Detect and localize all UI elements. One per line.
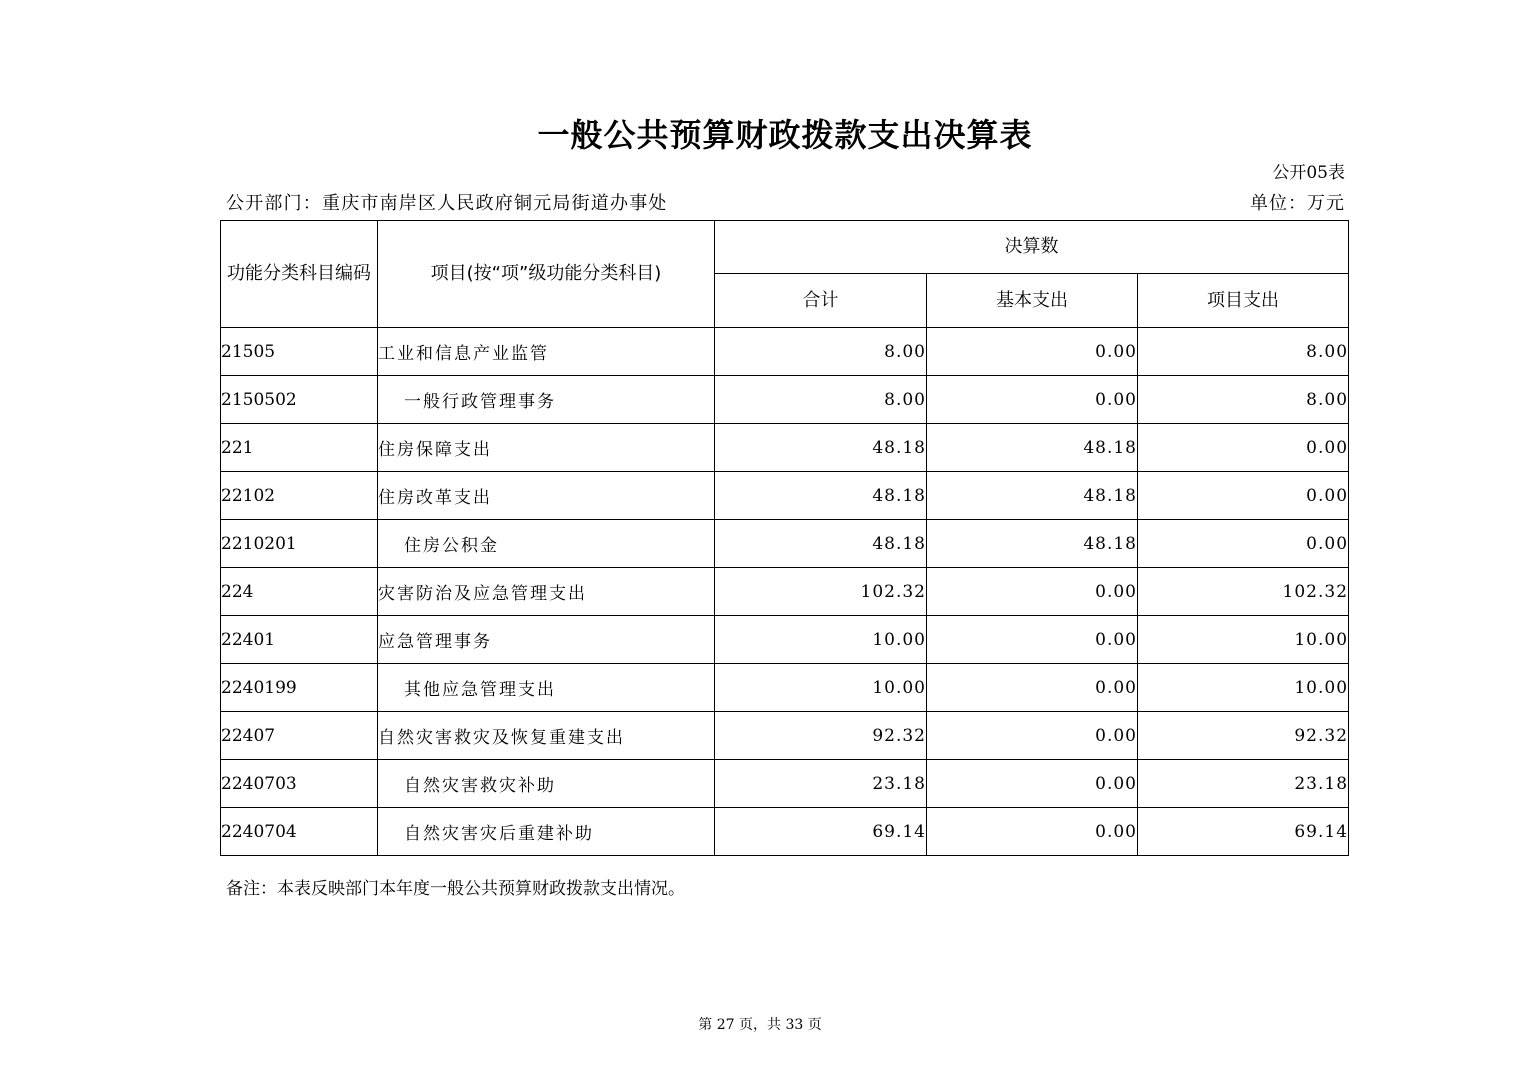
header-project: 项目支出: [1138, 274, 1349, 328]
row-item-name: 住房改革支出: [378, 472, 715, 520]
row-project: 0.00: [1138, 520, 1349, 568]
row-project: 0.00: [1138, 472, 1349, 520]
row-basic: 0.00: [927, 712, 1138, 760]
table-row: [221, 808, 1349, 856]
row-item-name: 工业和信息产业监管: [378, 328, 715, 376]
table-row: [221, 760, 1349, 808]
table-row: [221, 520, 1349, 568]
row-project: 0.00: [1138, 424, 1349, 472]
row-basic: 0.00: [927, 568, 1138, 616]
row-item-name: 自然灾害救灾补助: [378, 760, 715, 808]
header-final-amount: 决算数: [715, 221, 1349, 274]
row-code: 2150502: [221, 376, 378, 424]
row-project: 92.32: [1138, 712, 1349, 760]
department-label: 公开部门：重庆市南岸区人民政府铜元局街道办事处: [226, 193, 668, 214]
row-total: 23.18: [715, 760, 927, 808]
row-total: 10.00: [715, 616, 927, 664]
row-code: 224: [221, 568, 378, 616]
row-basic: 0.00: [927, 376, 1138, 424]
row-code: 22102: [221, 472, 378, 520]
table-row: [221, 328, 1349, 376]
row-project: 102.32: [1138, 568, 1349, 616]
row-project: 23.18: [1138, 760, 1349, 808]
row-item-name: 自然灾害灾后重建补助: [378, 808, 715, 856]
table-body: [221, 328, 1349, 856]
table-row: [221, 664, 1349, 712]
row-item-name: 自然灾害救灾及恢复重建支出: [378, 712, 715, 760]
table-row: [221, 712, 1349, 760]
row-project: 69.14: [1138, 808, 1349, 856]
row-total: 48.18: [715, 472, 927, 520]
row-item-name: 住房公积金: [378, 520, 715, 568]
row-basic: 0.00: [927, 616, 1138, 664]
expenditure-table: [220, 220, 1349, 856]
row-total: 8.00: [715, 328, 927, 376]
row-total: 48.18: [715, 424, 927, 472]
table-row: [221, 568, 1349, 616]
row-total: 102.32: [715, 568, 927, 616]
header-code: 功能分类科目编码: [221, 221, 378, 328]
page-title: 一般公共预算财政拨款支出决算表: [537, 116, 1033, 154]
row-item-name: 灾害防治及应急管理支出: [378, 568, 715, 616]
table-row: [221, 376, 1349, 424]
table-row: [221, 424, 1349, 472]
row-project: 8.00: [1138, 328, 1349, 376]
row-basic: 0.00: [927, 328, 1138, 376]
header-basic: 基本支出: [927, 274, 1138, 328]
row-code: 2210201: [221, 520, 378, 568]
table-row: [221, 472, 1349, 520]
row-basic: 48.18: [927, 424, 1138, 472]
table-row: [221, 616, 1349, 664]
row-total: 10.00: [715, 664, 927, 712]
row-code: 22407: [221, 712, 378, 760]
row-basic: 0.00: [927, 664, 1138, 712]
row-total: 48.18: [715, 520, 927, 568]
row-basic: 0.00: [927, 760, 1138, 808]
row-project: 8.00: [1138, 376, 1349, 424]
row-basic: 48.18: [927, 520, 1138, 568]
row-code: 22401: [221, 616, 378, 664]
form-number: 公开05表: [1272, 163, 1345, 183]
row-total: 8.00: [715, 376, 927, 424]
page-number: 第 27 页，共 33 页: [698, 1017, 822, 1033]
remark-note: 备注：本表反映部门本年度一般公共预算财政拨款支出情况。: [226, 879, 685, 899]
row-item-name: 其他应急管理支出: [378, 664, 715, 712]
row-item-name: 应急管理事务: [378, 616, 715, 664]
row-total: 69.14: [715, 808, 927, 856]
row-code: 2240704: [221, 808, 378, 856]
unit-label: 单位：万元: [1250, 193, 1345, 214]
row-code: 21505: [221, 328, 378, 376]
row-code: 2240703: [221, 760, 378, 808]
row-basic: 48.18: [927, 472, 1138, 520]
row-code: 221: [221, 424, 378, 472]
row-project: 10.00: [1138, 664, 1349, 712]
row-item-name: 一般行政管理事务: [378, 376, 715, 424]
row-item-name: 住房保障支出: [378, 424, 715, 472]
row-total: 92.32: [715, 712, 927, 760]
header-item: 项目(按“项”级功能分类科目): [378, 221, 715, 328]
row-basic: 0.00: [927, 808, 1138, 856]
header-total: 合计: [715, 274, 927, 328]
row-project: 10.00: [1138, 616, 1349, 664]
row-code: 2240199: [221, 664, 378, 712]
